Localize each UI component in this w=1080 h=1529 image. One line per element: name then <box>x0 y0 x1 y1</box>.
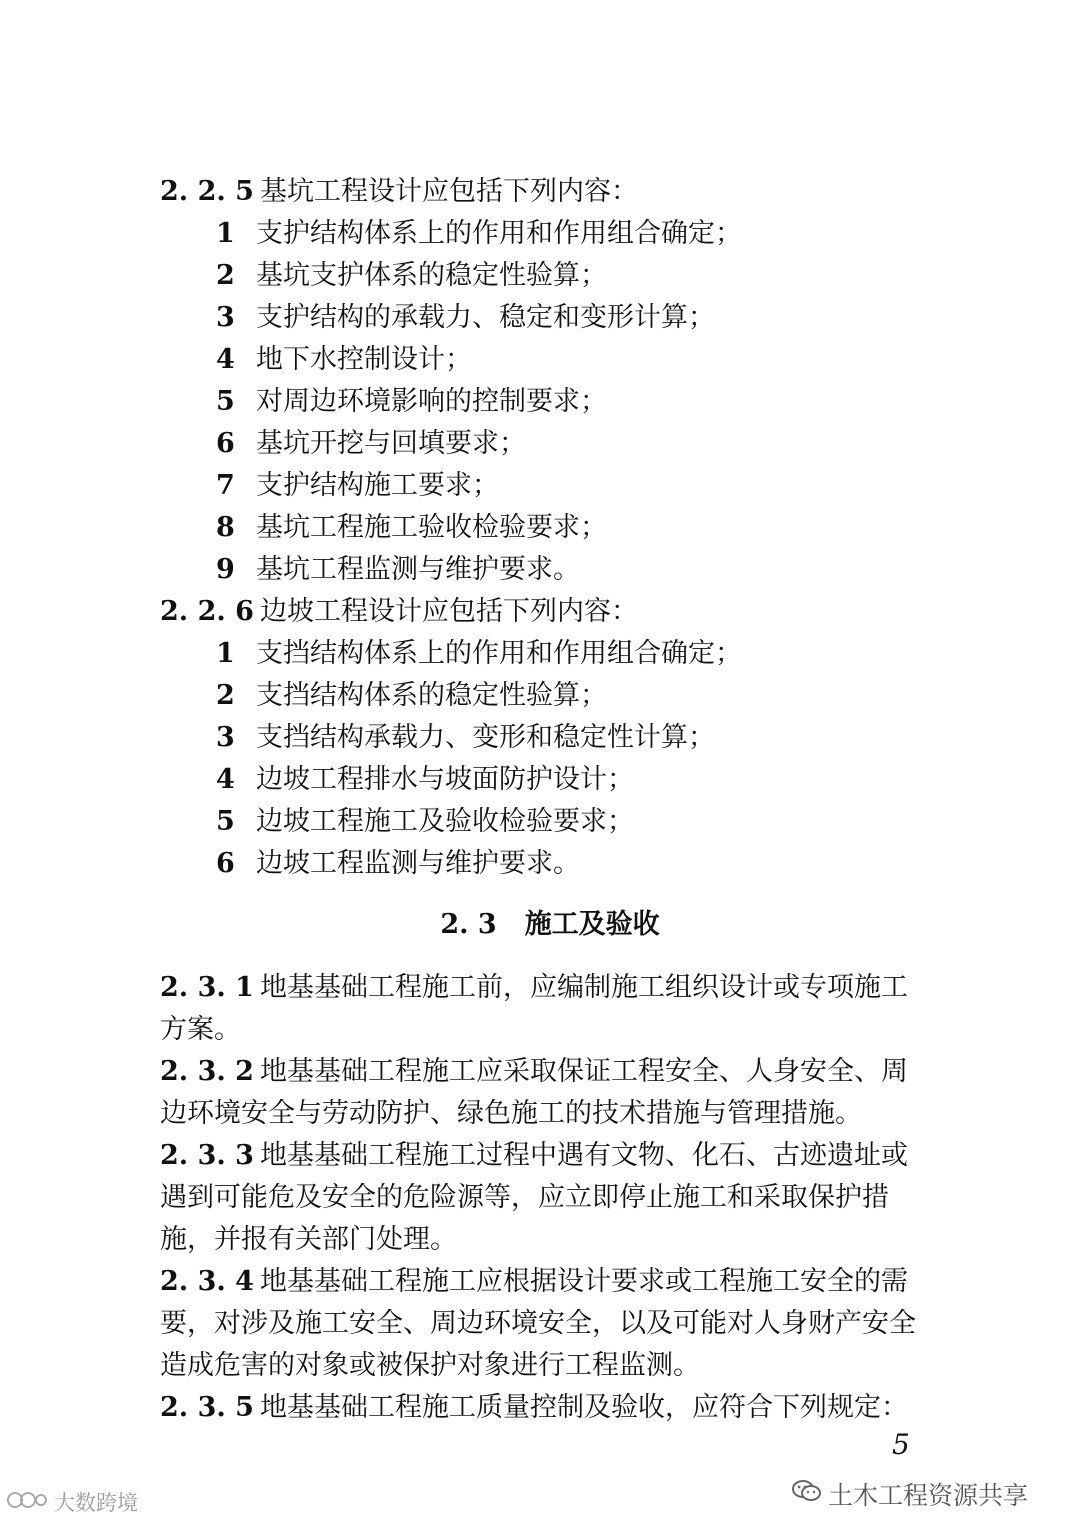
clause-2-2-5-heading <box>160 174 638 210</box>
item-number: 6 <box>216 428 235 459</box>
item-number: 1 <box>216 638 235 669</box>
clause-number: 2. 3. 3 <box>160 1140 254 1171</box>
item-number: 3 <box>216 722 235 753</box>
watermark-left <box>6 1487 138 1517</box>
item-number: 4 <box>216 344 235 375</box>
clause-number: 2. 3. 5 <box>160 1392 254 1423</box>
clause-2-3-5 <box>160 1390 908 1426</box>
section-title <box>0 907 1080 943</box>
list-item <box>216 384 607 420</box>
list-item <box>216 426 526 462</box>
clause-continuation <box>160 1222 457 1258</box>
item-text: 支挡结构体系上的作用和作用组合确定； <box>256 638 742 669</box>
clause-continuation <box>160 1012 241 1048</box>
clause-line: 要，对涉及施工安全、周边环境安全，以及可能对人身财产安全 <box>160 1308 916 1339</box>
item-number: 5 <box>216 806 235 837</box>
item-text: 对周边环境影响的控制要求； <box>256 386 607 417</box>
item-number: 3 <box>216 302 235 333</box>
clause-continuation <box>160 1306 916 1342</box>
item-text: 基坑支护体系的稳定性验算； <box>256 260 607 291</box>
item-number: 5 <box>216 386 235 417</box>
list-item <box>216 720 715 756</box>
list-item <box>216 258 607 294</box>
list-item <box>216 468 499 504</box>
clause-number: 2. 3. 4 <box>160 1266 254 1297</box>
item-text: 边坡工程排水与坡面防护设计； <box>256 764 634 795</box>
item-number: 6 <box>216 848 235 879</box>
clause-continuation <box>160 1348 700 1384</box>
item-text: 基坑开挖与回填要求； <box>256 428 526 459</box>
item-text: 边坡工程监测与维护要求。 <box>256 848 580 879</box>
clause-number: 2. 2. 6 <box>160 596 254 627</box>
list-item <box>216 552 580 588</box>
clause-line: 地基基础工程施工前，应编制施工组织设计或专项施工 <box>260 972 908 1003</box>
item-text: 支护结构体系上的作用和作用组合确定； <box>256 218 742 249</box>
list-item <box>216 216 742 252</box>
item-text: 基坑工程监测与维护要求。 <box>256 554 580 585</box>
item-text: 支护结构的承载力、稳定和变形计算； <box>256 302 715 333</box>
clause-continuation <box>160 1180 889 1216</box>
list-item <box>216 510 607 546</box>
list-item <box>216 846 580 882</box>
section-number: 2. 3 <box>440 909 497 940</box>
clause-line: 地基基础工程施工质量控制及验收，应符合下列规定： <box>260 1392 908 1423</box>
list-item <box>216 762 634 798</box>
item-number: 7 <box>216 470 235 501</box>
wechat-icon <box>792 1479 822 1509</box>
clause-text: 基坑工程设计应包括下列内容： <box>260 176 638 207</box>
clause-text: 边坡工程设计应包括下列内容： <box>260 596 638 627</box>
list-item <box>216 300 715 336</box>
list-item <box>216 636 742 672</box>
section-title-text: 施工及验收 <box>524 909 660 940</box>
clause-line: 边环境安全与劳动防护、绿色施工的技术措施与管理措施。 <box>160 1098 862 1129</box>
item-text: 支护结构施工要求； <box>256 470 499 501</box>
item-number: 8 <box>216 512 235 543</box>
item-number: 1 <box>216 218 235 249</box>
item-text: 基坑工程施工验收检验要求； <box>256 512 607 543</box>
clause-line: 地基基础工程施工应采取保证工程安全、人身安全、周 <box>260 1056 908 1087</box>
item-number: 2 <box>216 260 235 291</box>
list-item <box>216 342 472 378</box>
page-number: 5 <box>892 1428 910 1461</box>
list-item <box>216 678 607 714</box>
clause-number: 2. 2. 5 <box>160 176 254 207</box>
item-number: 2 <box>216 680 235 711</box>
item-number: 4 <box>216 764 235 795</box>
clause-line: 施，并报有关部门处理。 <box>160 1224 457 1255</box>
clause-2-3-4 <box>160 1264 908 1300</box>
item-text: 边坡工程施工及验收检验要求； <box>256 806 634 837</box>
clause-2-3-2 <box>160 1054 908 1090</box>
watermark-right-text: 土木工程资源共享 <box>828 1481 1029 1510</box>
clause-line: 方案。 <box>160 1014 241 1045</box>
item-text: 支挡结构承载力、变形和稳定性计算； <box>256 722 715 753</box>
logo-icon <box>6 1489 48 1516</box>
clause-line: 造成危害的对象或被保护对象进行工程监测。 <box>160 1350 700 1381</box>
clause-continuation <box>160 1096 862 1132</box>
clause-2-3-3 <box>160 1138 908 1174</box>
watermark-right <box>792 1476 1028 1512</box>
clause-line: 地基基础工程施工应根据设计要求或工程施工安全的需 <box>260 1266 908 1297</box>
item-text: 支挡结构体系的稳定性验算； <box>256 680 607 711</box>
clause-2-2-6-heading <box>160 594 638 630</box>
item-text: 地下水控制设计； <box>256 344 472 375</box>
item-number: 9 <box>216 554 235 585</box>
clause-2-3-1 <box>160 970 908 1006</box>
watermark-left-text: 大数跨境 <box>54 1491 138 1515</box>
clause-line: 遇到可能危及安全的危险源等，应立即停止施工和采取保护措 <box>160 1182 889 1213</box>
clause-number: 2. 3. 1 <box>160 972 254 1003</box>
clause-number: 2. 3. 2 <box>160 1056 254 1087</box>
list-item <box>216 804 634 840</box>
clause-line: 地基基础工程施工过程中遇有文物、化石、古迹遗址或 <box>260 1140 908 1171</box>
